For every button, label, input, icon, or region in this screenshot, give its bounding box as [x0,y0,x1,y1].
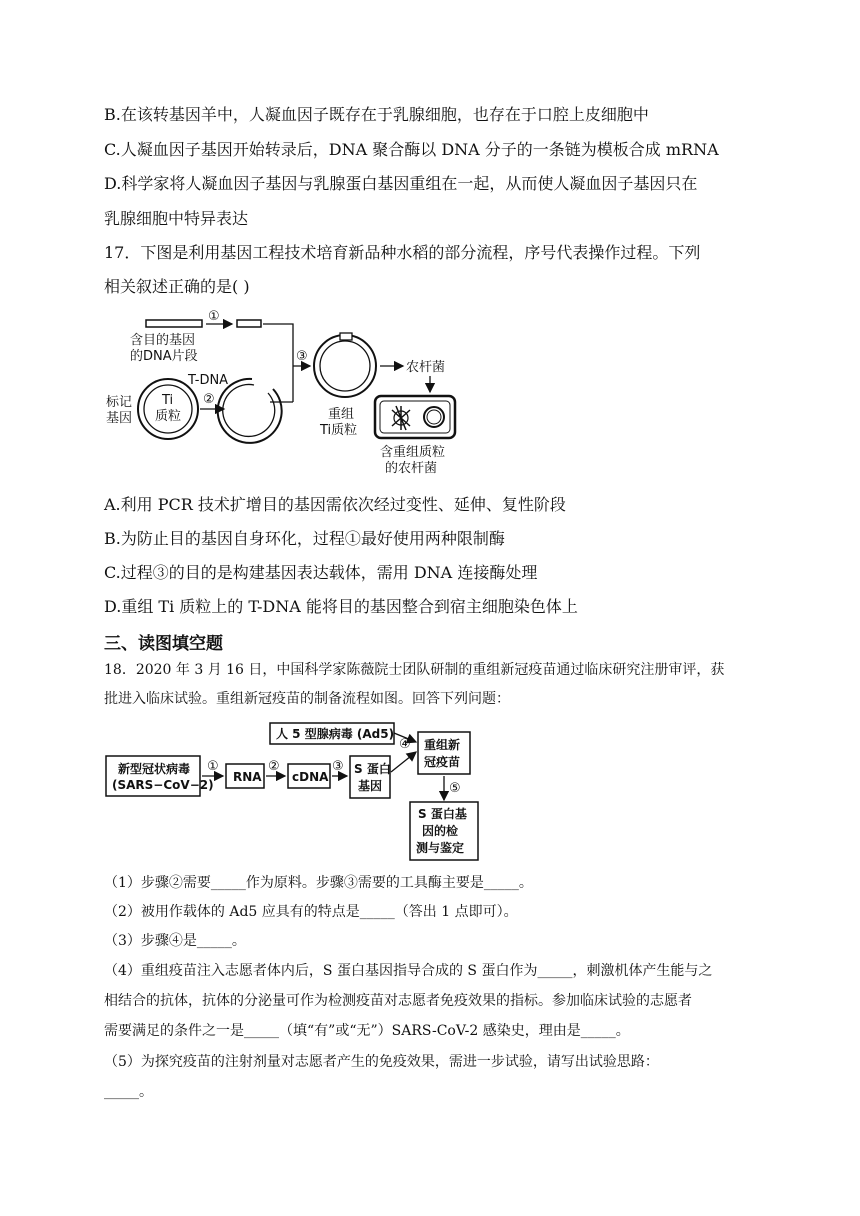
q18-sub5-line1: （5）为探究疫苗的注射剂量对志愿者产生的免疫效果，需进一步试验，请写出试验思路： [104,1054,659,1070]
ti-label-2: 质粒 [155,409,182,424]
cdna-label: cDNA [292,770,329,784]
q17-stem-line2: 相关叙述正确的是( ) [104,277,250,296]
q17-stem-line1: 17．下图是利用基因工程技术培育新品种水稻的部分流程，序号代表操作过程。下列 [104,243,701,262]
virus-label-1: 新型冠状病毒 [118,762,191,776]
q17-option-c: C.过程③的目的是构建基因表达载体，需用 DNA 连接酶处理 [104,563,538,582]
s-gene-label-2: 基因 [358,779,383,793]
q18-step3: ③ [332,759,344,774]
ad5-label: 人 5 型腺病毒 (Ad5) [276,727,395,741]
ti-label-1: Ti [162,393,174,408]
q16-option-d-line2: 乳腺细胞中特异表达 [104,209,249,228]
recomb-label-2: Ti质粒 [320,423,358,438]
q18-stem-line1: 18．2020 年 3 月 16 日，中国科学家陈薇院士团队研制的重组新冠疫苗通过临床研究注册审评，获 [104,662,725,678]
q18-sub4-line3: 需要满足的条件之一是_____（填“有”或“无”）SARS-CoV-2 感染史，理由是_____。 [104,1023,630,1039]
dna-label-2: 的DNA片段 [130,349,198,364]
q16-option-d-line1: D.科学家将人凝血因子基因与乳腺蛋白基因重组在一起，从而使人凝血因子基因只在 [104,174,698,193]
step2-label: ② [203,392,215,407]
q18-step5: ⑤ [449,781,461,796]
step1-label: ① [208,309,220,324]
section-title: 三、读图填空题 [104,634,223,654]
q18-step4: ④ [399,737,411,752]
vaccine-label-1: 重组新 [424,738,461,752]
q18-stem-line2: 批进入临床试验。重组新冠疫苗的制备流程如图。回答下列问题： [104,691,510,707]
q18-sub1: （1）步骤②需要_____作为原料。步骤③需要的工具酶主要是_____。 [104,875,533,891]
q18-sub4-line1: （4）重组疫苗注入志愿者体内后，S 蛋白基因指导合成的 S 蛋白作为_____，刺激机体产生能与之 [104,963,713,979]
s-gene-label-1: S 蛋白 [354,762,391,776]
dna-label-1: 含目的基因 [130,333,196,348]
q17-option-a: A.利用 PCR 技术扩增目的基因需依次经过变性、延伸、复性阶段 [104,495,566,514]
rna-label: RNA [233,770,262,784]
dna-fragment-shape [146,320,202,327]
detect-label-1: S 蛋白基 [418,807,467,821]
q17-option-b: B.为防止目的基因自身环化，过程①最好使用两种限制酶 [104,529,505,548]
marker-label-2: 基因 [106,411,133,426]
recomb-label-1: 重组 [328,407,355,422]
contain-label-1: 含重组质粒 [380,445,446,460]
virus-label-2: (SARS−CoV−2) [112,778,214,792]
q18-sub5-line2: _____。 [104,1084,153,1100]
agro-label: 农杆菌 [406,360,446,375]
step3-label: ③ [296,349,308,364]
tdna-label: T-DNA [188,373,229,388]
q18-sub4-line2: 相结合的抗体，抗体的分泌量可作为检测疫苗对志愿者免疫效果的指标。参加临床试验的志愿者 [104,993,692,1009]
q18-step2: ② [268,759,280,774]
vaccine-label-2: 冠疫苗 [424,755,461,769]
q17-option-d: D.重组 Ti 质粒上的 T-DNA 能将目的基因整合到宿主细胞染色体上 [104,597,578,616]
q18-vaccine-flow-diagram [104,718,504,864]
q18-step1: ① [207,759,219,774]
q16-option-b: B.在该转基因羊中，人凝血因子既存在于乳腺细胞，也存在于口腔上皮细胞中 [104,105,649,124]
target-gene-shape [237,320,261,327]
detect-label-3: 测与鉴定 [416,841,465,855]
contain-label-2: 的农杆菌 [385,461,438,476]
detect-label-2: 因的检 [422,824,459,838]
q17-gene-engineering-diagram [100,306,470,482]
marker-label-1: 标记 [106,395,133,410]
q16-option-c: C.人凝血因子基因开始转录后，DNA 聚合酶以 DNA 分子的一条链为模板合成 mRNA [104,140,719,159]
q18-sub2: （2）被用作载体的 Ad5 应具有的特点是_____（答出 1 点即可）。 [104,904,518,920]
q18-sub3: （3）步骤④是_____。 [104,933,246,949]
